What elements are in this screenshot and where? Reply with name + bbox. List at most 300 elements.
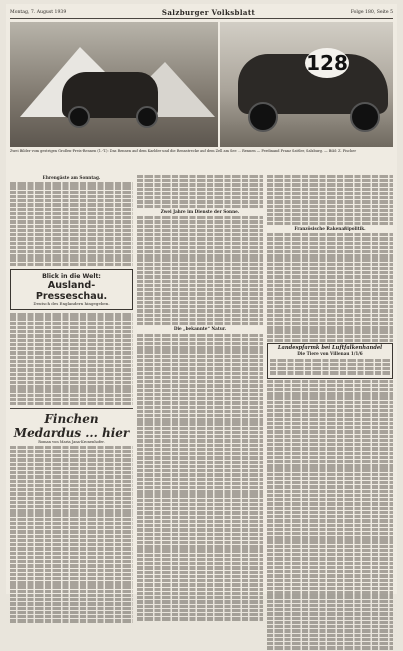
text-line — [267, 574, 393, 577]
text-line — [10, 501, 133, 504]
text-line — [267, 401, 393, 404]
text-line — [267, 612, 393, 615]
text-line — [10, 334, 133, 337]
text-line — [10, 488, 133, 491]
text-line — [10, 195, 133, 198]
car-wheel — [248, 102, 278, 132]
text-line — [267, 553, 393, 556]
text-line — [137, 406, 263, 409]
text-line — [267, 579, 393, 582]
text-line — [137, 301, 263, 304]
text-line — [10, 237, 133, 240]
text-line — [267, 330, 393, 333]
text-line — [267, 246, 393, 249]
text-line — [137, 473, 263, 476]
box-title-main: Ausland-Presseschau. — [35, 280, 108, 302]
text-line — [137, 444, 263, 447]
text-line — [137, 558, 263, 561]
column-3 — [267, 174, 393, 651]
text-line — [267, 426, 393, 429]
text-line — [137, 482, 263, 485]
text-line — [267, 217, 393, 220]
text-line — [267, 587, 393, 590]
text-line — [137, 309, 263, 312]
text-line — [267, 604, 393, 607]
text-line — [137, 486, 263, 489]
text-line — [137, 263, 263, 266]
text-line — [267, 549, 393, 552]
text-line — [10, 556, 133, 559]
text-line — [137, 288, 263, 291]
text-line — [267, 388, 393, 391]
text-line — [10, 313, 133, 316]
text-line — [267, 557, 393, 560]
text-line — [267, 617, 393, 620]
text-line — [10, 381, 133, 384]
text-line — [137, 267, 263, 270]
text-line — [137, 422, 263, 425]
text-line — [10, 330, 133, 333]
text-line — [267, 233, 393, 236]
text-line — [10, 233, 133, 236]
text-line — [137, 393, 263, 396]
newspaper-title: Salzburger Volksblatt — [161, 7, 256, 17]
text-line — [137, 571, 263, 574]
text-line — [10, 208, 133, 211]
text-line — [10, 535, 133, 538]
text-line — [137, 439, 263, 442]
text-line — [10, 191, 133, 194]
text-line — [137, 246, 263, 249]
text-line — [267, 443, 393, 446]
text-line — [267, 447, 393, 450]
column-2 — [137, 174, 263, 621]
text-line — [267, 339, 393, 342]
text-line — [10, 526, 133, 529]
text-line — [137, 410, 263, 413]
text-line — [267, 192, 393, 195]
text-line — [10, 373, 133, 376]
text-line — [137, 592, 263, 595]
text-line — [267, 309, 393, 312]
text-line — [267, 595, 393, 598]
text-line — [267, 452, 393, 455]
text-line — [267, 485, 393, 488]
text-line — [10, 450, 133, 453]
text-line — [137, 435, 263, 438]
text-line — [137, 401, 263, 404]
text-line — [10, 254, 133, 257]
text-line — [267, 456, 393, 459]
text-line — [137, 346, 263, 349]
text-line — [137, 359, 263, 362]
text-line — [10, 317, 133, 320]
text-line — [137, 448, 263, 451]
text-line — [137, 575, 263, 578]
car-wheel — [68, 106, 90, 128]
text-line — [267, 301, 393, 304]
text-line — [10, 368, 133, 371]
novel-title: Finchen Medardus ... hier — [13, 412, 130, 441]
text-line — [267, 600, 393, 603]
text-line — [10, 258, 133, 261]
text-line — [267, 413, 393, 416]
novel-author: Roman von Maria Jana-Kronenhofer. — [38, 440, 105, 445]
text-line — [267, 335, 393, 338]
header-date: Montag, 7. August 1939 — [10, 9, 67, 15]
text-line — [137, 237, 263, 240]
text-line — [137, 179, 263, 182]
text-line — [10, 458, 133, 461]
text-line — [10, 351, 133, 354]
text-line — [10, 552, 133, 555]
text-line — [10, 246, 133, 249]
text-line — [10, 199, 133, 202]
photo-caption: Zwei Bilder vom gestrigen Großen-Preis-Rennen (1.-T.): Das Rennen auf dem Karlder und die Rennstrecke auf dem Zell am See ... Rennen — Ferdinand Franz Sattler, Salzburg. — Bild: Z. Fischer — [10, 149, 356, 153]
text-line — [10, 343, 133, 346]
text-line — [267, 267, 393, 270]
text-line — [267, 468, 393, 471]
text-line — [137, 469, 263, 472]
text-line — [137, 338, 263, 341]
text-line — [10, 394, 133, 397]
text-line — [267, 205, 393, 208]
text-line — [10, 229, 133, 232]
text-line — [137, 258, 263, 261]
text-line — [137, 175, 263, 178]
text-line — [10, 619, 133, 622]
text-line — [10, 484, 133, 487]
text-line — [267, 396, 393, 399]
text-line — [10, 573, 133, 576]
text-line — [267, 322, 393, 325]
text-line — [267, 494, 393, 497]
text-line — [267, 430, 393, 433]
text-line — [267, 570, 393, 573]
text-line — [137, 250, 263, 253]
text-line — [10, 480, 133, 483]
text-line — [10, 581, 133, 584]
text-line — [267, 608, 393, 611]
column-1 — [10, 174, 133, 624]
text-line — [267, 498, 393, 501]
text-line — [267, 629, 393, 632]
text-line — [267, 519, 393, 522]
text-line — [137, 292, 263, 295]
text-line — [137, 427, 263, 430]
text-line — [267, 435, 393, 438]
text-line — [267, 392, 393, 395]
text-line — [267, 288, 393, 291]
text-line — [137, 537, 263, 540]
text-line — [10, 569, 133, 572]
text-line — [267, 292, 393, 295]
text-line — [137, 549, 263, 552]
text-line — [10, 518, 133, 521]
text-line — [10, 182, 133, 185]
text-line — [137, 318, 263, 321]
text-line — [267, 200, 393, 203]
text-line — [137, 503, 263, 506]
text-line — [10, 602, 133, 605]
text-line — [10, 505, 133, 508]
text-line — [267, 507, 393, 510]
text-line — [267, 250, 393, 253]
text-line — [10, 220, 133, 223]
text-line — [10, 543, 133, 546]
article-headline: Zwei Jahre im Dienste der Sonne. — [160, 208, 240, 214]
text-line — [137, 583, 263, 586]
text-line — [267, 422, 393, 425]
text-line — [10, 263, 133, 266]
text-line — [137, 183, 263, 186]
text-line — [267, 196, 393, 199]
text-line — [137, 216, 263, 219]
photo-strip — [10, 22, 393, 147]
text-line — [137, 380, 263, 383]
text-line — [137, 465, 263, 468]
text-line — [267, 263, 393, 266]
text-line — [137, 205, 263, 208]
text-line — [267, 258, 393, 261]
text-line — [10, 475, 133, 478]
text-line — [267, 254, 393, 257]
text-line — [137, 322, 263, 325]
text-line — [137, 314, 263, 317]
text-line — [10, 547, 133, 550]
text-line — [267, 314, 393, 317]
text-line — [267, 409, 393, 412]
text-line — [267, 621, 393, 624]
text-line — [10, 186, 133, 189]
page-header — [10, 6, 393, 19]
text-line — [267, 583, 393, 586]
text-line — [137, 271, 263, 274]
text-line — [137, 452, 263, 455]
text-line — [10, 513, 133, 516]
text-line — [267, 566, 393, 569]
text-line — [10, 385, 133, 388]
race-number: 128 — [305, 48, 349, 78]
text-line — [137, 254, 263, 257]
text-line — [10, 585, 133, 588]
novel-header — [10, 412, 133, 444]
text-line — [137, 342, 263, 345]
text-line — [267, 625, 393, 628]
newspaper-page — [6, 4, 397, 594]
text-line — [267, 305, 393, 308]
text-line — [10, 364, 133, 367]
text-line — [137, 520, 263, 523]
text-line — [10, 471, 133, 474]
article-headline: Ehrengäste am Sonntag. — [42, 175, 101, 180]
text-line — [137, 545, 263, 548]
article-headline: Französische Rakenaßipolitik. — [294, 225, 366, 231]
text-line — [137, 334, 263, 337]
text-line — [267, 284, 393, 287]
text-line — [137, 494, 263, 497]
text-line — [137, 242, 263, 245]
text-line — [10, 594, 133, 597]
text-line — [267, 490, 393, 493]
text-line — [10, 339, 133, 342]
text-line — [267, 502, 393, 505]
text-line — [267, 460, 393, 463]
text-line — [137, 280, 263, 283]
box-headline: Landespfarmk bei Luftfalkenhandel — [277, 345, 383, 352]
text-line — [137, 579, 263, 582]
text-line — [10, 326, 133, 329]
text-line — [137, 389, 263, 392]
text-line — [10, 454, 133, 457]
text-line — [10, 509, 133, 512]
text-line — [137, 196, 263, 199]
text-line — [137, 284, 263, 287]
text-line — [137, 588, 263, 591]
text-line — [267, 179, 393, 182]
text-line — [137, 233, 263, 236]
text-line — [270, 371, 390, 374]
text-line — [137, 605, 263, 608]
text-line — [10, 356, 133, 359]
text-line — [10, 577, 133, 580]
text-line — [137, 397, 263, 400]
text-line — [137, 613, 263, 616]
text-line — [267, 237, 393, 240]
text-line — [10, 611, 133, 614]
text-line — [137, 414, 263, 417]
text-line — [137, 200, 263, 203]
text-line — [137, 372, 263, 375]
text-line — [10, 377, 133, 380]
text-line — [267, 532, 393, 535]
text-line — [137, 596, 263, 599]
text-line — [10, 560, 133, 563]
text-line — [267, 524, 393, 527]
text-line — [137, 456, 263, 459]
text-line — [137, 229, 263, 232]
text-line — [267, 634, 393, 637]
text-line — [10, 398, 133, 401]
text-line — [267, 528, 393, 531]
text-line — [10, 446, 133, 449]
text-line — [267, 562, 393, 565]
text-line — [10, 492, 133, 495]
text-line — [267, 405, 393, 408]
text-line — [267, 271, 393, 274]
text-line — [137, 554, 263, 557]
text-line — [10, 216, 133, 219]
text-line — [10, 539, 133, 542]
car-wheel — [350, 102, 380, 132]
text-line — [137, 376, 263, 379]
box-line: Die Tiere von Villenau 1/1/6 — [297, 351, 363, 357]
text-line — [267, 591, 393, 594]
text-line — [267, 545, 393, 548]
text-line — [137, 490, 263, 493]
text-line — [267, 477, 393, 480]
text-line — [267, 188, 393, 191]
text-line — [137, 225, 263, 228]
text-line — [137, 478, 263, 481]
text-line — [267, 515, 393, 518]
text-line — [267, 280, 393, 283]
text-line — [10, 615, 133, 618]
text-line — [137, 562, 263, 565]
text-line — [267, 642, 393, 645]
text-line — [267, 536, 393, 539]
presseschau-box — [10, 269, 133, 310]
text-line — [10, 322, 133, 325]
text-line — [270, 359, 390, 362]
header-page: Folge 180, Seite 5 — [350, 9, 393, 15]
text-line — [137, 617, 263, 620]
text-line — [10, 242, 133, 245]
text-line — [137, 297, 263, 300]
text-line — [10, 225, 133, 228]
text-line — [267, 297, 393, 300]
text-line — [137, 367, 263, 370]
text-line — [267, 213, 393, 216]
text-line — [10, 389, 133, 392]
text-line — [267, 464, 393, 467]
text-line — [137, 431, 263, 434]
text-line — [10, 467, 133, 470]
text-line — [137, 384, 263, 387]
text-line — [10, 497, 133, 500]
text-line — [137, 499, 263, 502]
text-line — [137, 507, 263, 510]
text-line — [267, 326, 393, 329]
text-line — [137, 528, 263, 531]
text-line — [137, 524, 263, 527]
text-line — [137, 516, 263, 519]
text-line — [267, 384, 393, 387]
text-line — [137, 533, 263, 536]
text-line — [267, 638, 393, 641]
text-line — [10, 347, 133, 350]
text-line — [137, 461, 263, 464]
text-line — [10, 564, 133, 567]
text-line — [10, 530, 133, 533]
text-line — [137, 363, 263, 366]
text-line — [10, 250, 133, 253]
text-line — [267, 439, 393, 442]
photo-race-car-closeup — [220, 22, 393, 147]
text-line — [137, 566, 263, 569]
text-line — [267, 242, 393, 245]
article-headline: Die „bekannte“ Natur. — [173, 326, 227, 332]
text-line — [267, 275, 393, 278]
text-line — [10, 203, 133, 206]
text-line — [137, 188, 263, 191]
text-line — [267, 473, 393, 476]
text-line — [137, 541, 263, 544]
text-line — [10, 402, 133, 405]
box-subtitle: Deutsch des Englandern hingegeben. — [33, 301, 110, 306]
box-title: Blick in die Welt: — [42, 273, 101, 280]
text-line — [137, 600, 263, 603]
text-line — [267, 418, 393, 421]
text-line — [137, 220, 263, 223]
text-line — [137, 511, 263, 514]
text-line — [267, 175, 393, 178]
text-line — [137, 355, 263, 358]
text-line — [270, 367, 390, 370]
text-line — [137, 350, 263, 353]
text-line — [267, 481, 393, 484]
text-line — [267, 380, 393, 383]
